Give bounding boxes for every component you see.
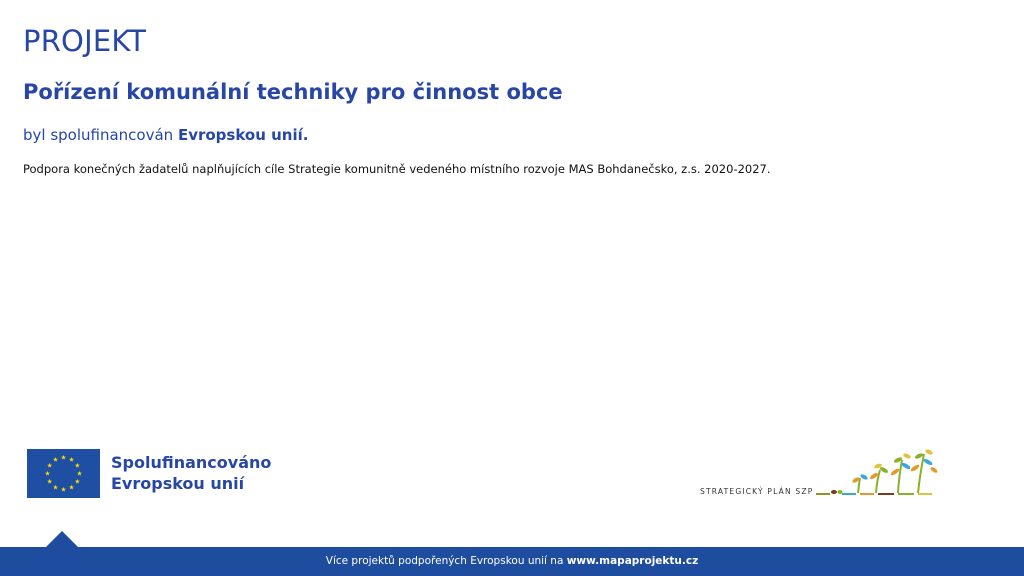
eu-logo-line1: Spolufinancováno: [111, 453, 272, 472]
footer-notch: [46, 531, 78, 547]
sprouting-plants-icon: [814, 448, 940, 500]
szp-logo-text: STRATEGICKÝ PLÁN SZP: [700, 487, 814, 496]
strategicky-plan-szp-logo: [700, 448, 940, 500]
page-heading: PROJEKT: [23, 24, 147, 58]
eu-logo-text: [111, 452, 271, 494]
cofinanced-eu: Evropskou unií.: [177, 126, 309, 144]
cofinanced-prefix: byl spolufinancován: [23, 126, 178, 144]
eu-flag-icon: [27, 449, 100, 498]
footer-text-prefix: Více projektů podpořených Evropskou unií na: [325, 555, 567, 567]
project-description: Podpora konečných žadatelů naplňujících cíle Strategie komunitně vedeného místního rozvoje MAS Bohdanečsko, z.s. 2020-2027.: [23, 162, 771, 176]
footer-text: [0, 555, 1024, 567]
cofinanced-statement: [23, 126, 308, 144]
project-title: Pořízení komunální techniky pro činnost obce: [23, 80, 563, 104]
eu-cofinanced-logo: [27, 449, 272, 499]
footer-link[interactable]: www.mapaprojektu.cz: [566, 555, 699, 567]
eu-logo-line2: Evropskou unií: [111, 474, 245, 493]
